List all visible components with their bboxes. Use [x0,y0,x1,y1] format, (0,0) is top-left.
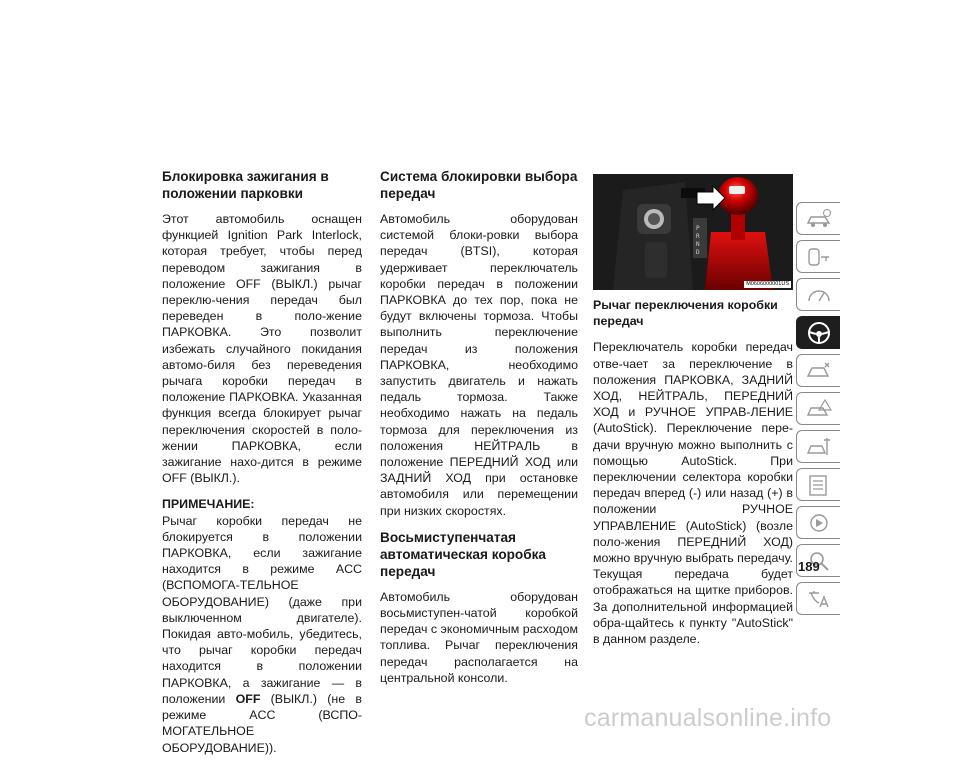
tab-car-tools[interactable] [796,430,840,463]
paragraph-eight-speed: Автомобиль оборудован восьмиступен-чатой коробкой передач с экономичным расходом топлива. Рычаг переключения передач располагается на центральной консоли. [380,589,578,685]
paragraph-ignition-interlock: Этот автомобиль оснащен функцией Ignition Park Interlock, которая требует, чтобы перед переводом зажигания в положение OFF (ВЫКЛ.) рычаг переклю-чения передач был переведен в поло-жение ПАРКОВКА. Это позволит избежать случайного покидания автомо-биля без переведения рычага коробки передач в положение ПАРКОВКА. Указанная функция всегда блокирует рычаг переключения скоростей в поло-жении ПАРКОВКА, если зажигание нахо-дится в режиме OFF (ВЫКЛ.). [162,212,362,486]
svg-text:N: N [696,241,700,248]
tab-steering-wheel[interactable] [796,316,840,349]
gear-lever-illustration [593,174,793,290]
tab-car-crash[interactable] [796,354,840,387]
car-tools-icon [805,435,833,459]
tab-car-key[interactable] [796,240,840,273]
tab-multimedia[interactable] [796,506,840,539]
tab-service-checklist[interactable] [796,468,840,501]
heading-ignition-park-interlock: Блокировка зажигания в положении парковки [162,169,329,201]
page-number: 189 [798,559,820,574]
note-bold-off: OFF [235,691,261,706]
paragraph-gear-selector: Переключатель коробки передач отве-чает за переключение в положения ПАРКОВКА, ЗАДНИЙ ХОД, НЕЙТРАЛЬ, ПЕРЕДНИЙ ХОД и РУЧНОЕ УПРАВ-ЛЕНИЕ (AutoStick). Переключение пере-дачи вручную можно выполнить с помощью AutoStick. При переключении селектора коробки передач вперед (-) или назад (+) в положении РУЧНОЕ УПРАВЛЕНИЕ (AutoStick) (возле поло-жения ПЕРЕДНИЙ ХОД) можно вручную выбрать передачу. Текущая передача будет отображаться на щитке приборов. За дополнительной информацией обра-щайтесь к пункту "AutoStick" в данном разделе. [593,340,793,647]
tab-car-info[interactable] [796,202,840,235]
svg-text:R: R [696,233,700,240]
car-key-icon [805,245,833,269]
watermark: carmanualsonline.info [584,704,832,732]
paragraph-btsi: Автомобиль оборудован системой блоки-ровки выбора передач (BTSI), которая удерживает переключатель коробки передач в положении ПАРКОВКА до тех пор, пока не будут включены тормоза. Чтобы выполнить переключение передач из положения ПАРКОВКА, необходимо запустить двигатель и нажать педаль тормоза. Также необходимо нажать на педаль тормоза для переключения из положения НЕЙТРАЛЬ в положение ПЕРЕДНИЙ ХОД или ЗАДНИЙ ХОД при остановке автомобиля или перемещении при низких скоростях. [380,212,578,518]
note-title: ПРИМЕЧАНИЕ: [162,497,255,512]
steering-wheel-icon [805,321,833,345]
note-text-end: (ВЫКЛ.) (не в режиме ACC (ВСПО-МОГАТЕЛЬНОЕ ОБОРУДОВАНИЕ)). [162,691,362,755]
image-code: M0606000001US [746,281,789,287]
tab-dashboard[interactable] [796,278,840,311]
image-caption: Рычаг переключения коробки передач [593,298,778,329]
car-crash-icon [805,359,833,383]
dashboard-icon [805,283,833,307]
service-checklist-icon [805,473,833,497]
car-warning-icon [805,397,833,421]
car-info-icon [805,207,833,231]
note-block [162,496,362,755]
tab-car-warning[interactable] [796,392,840,425]
gear-lever-photo [593,174,793,290]
knob-lock-button [729,186,745,194]
languages-icon [805,587,833,611]
tab-languages[interactable] [796,582,840,615]
svg-text:D: D [696,249,700,256]
note-text: Рычаг коробки передач не блокируется в положении ПАРКОВКА, если зажигание находится в режиме ACC (ВСПОМОГА-ТЕЛЬНОЕ ОБОРУДОВАНИЕ) (даже при выключенном двигателе). Покидая авто-мобиль, убедитесь, что рычаг коробки передач находится в положении ПАРКОВКА, а зажигание — в положении [162,513,362,706]
svg-text:P: P [696,225,700,232]
heading-eight-speed: Восьмиступенчатая автоматическая коробка передач [380,529,546,579]
shift-knob [718,177,758,215]
column-ignition-interlock [162,168,362,766]
column-shift-interlock [380,168,578,696]
column-gear-selector [593,174,793,657]
chapter-thumb-tabs [796,202,842,620]
heading-shift-interlock: Система блокировки выбора передач [380,169,578,201]
multimedia-icon [805,511,833,535]
